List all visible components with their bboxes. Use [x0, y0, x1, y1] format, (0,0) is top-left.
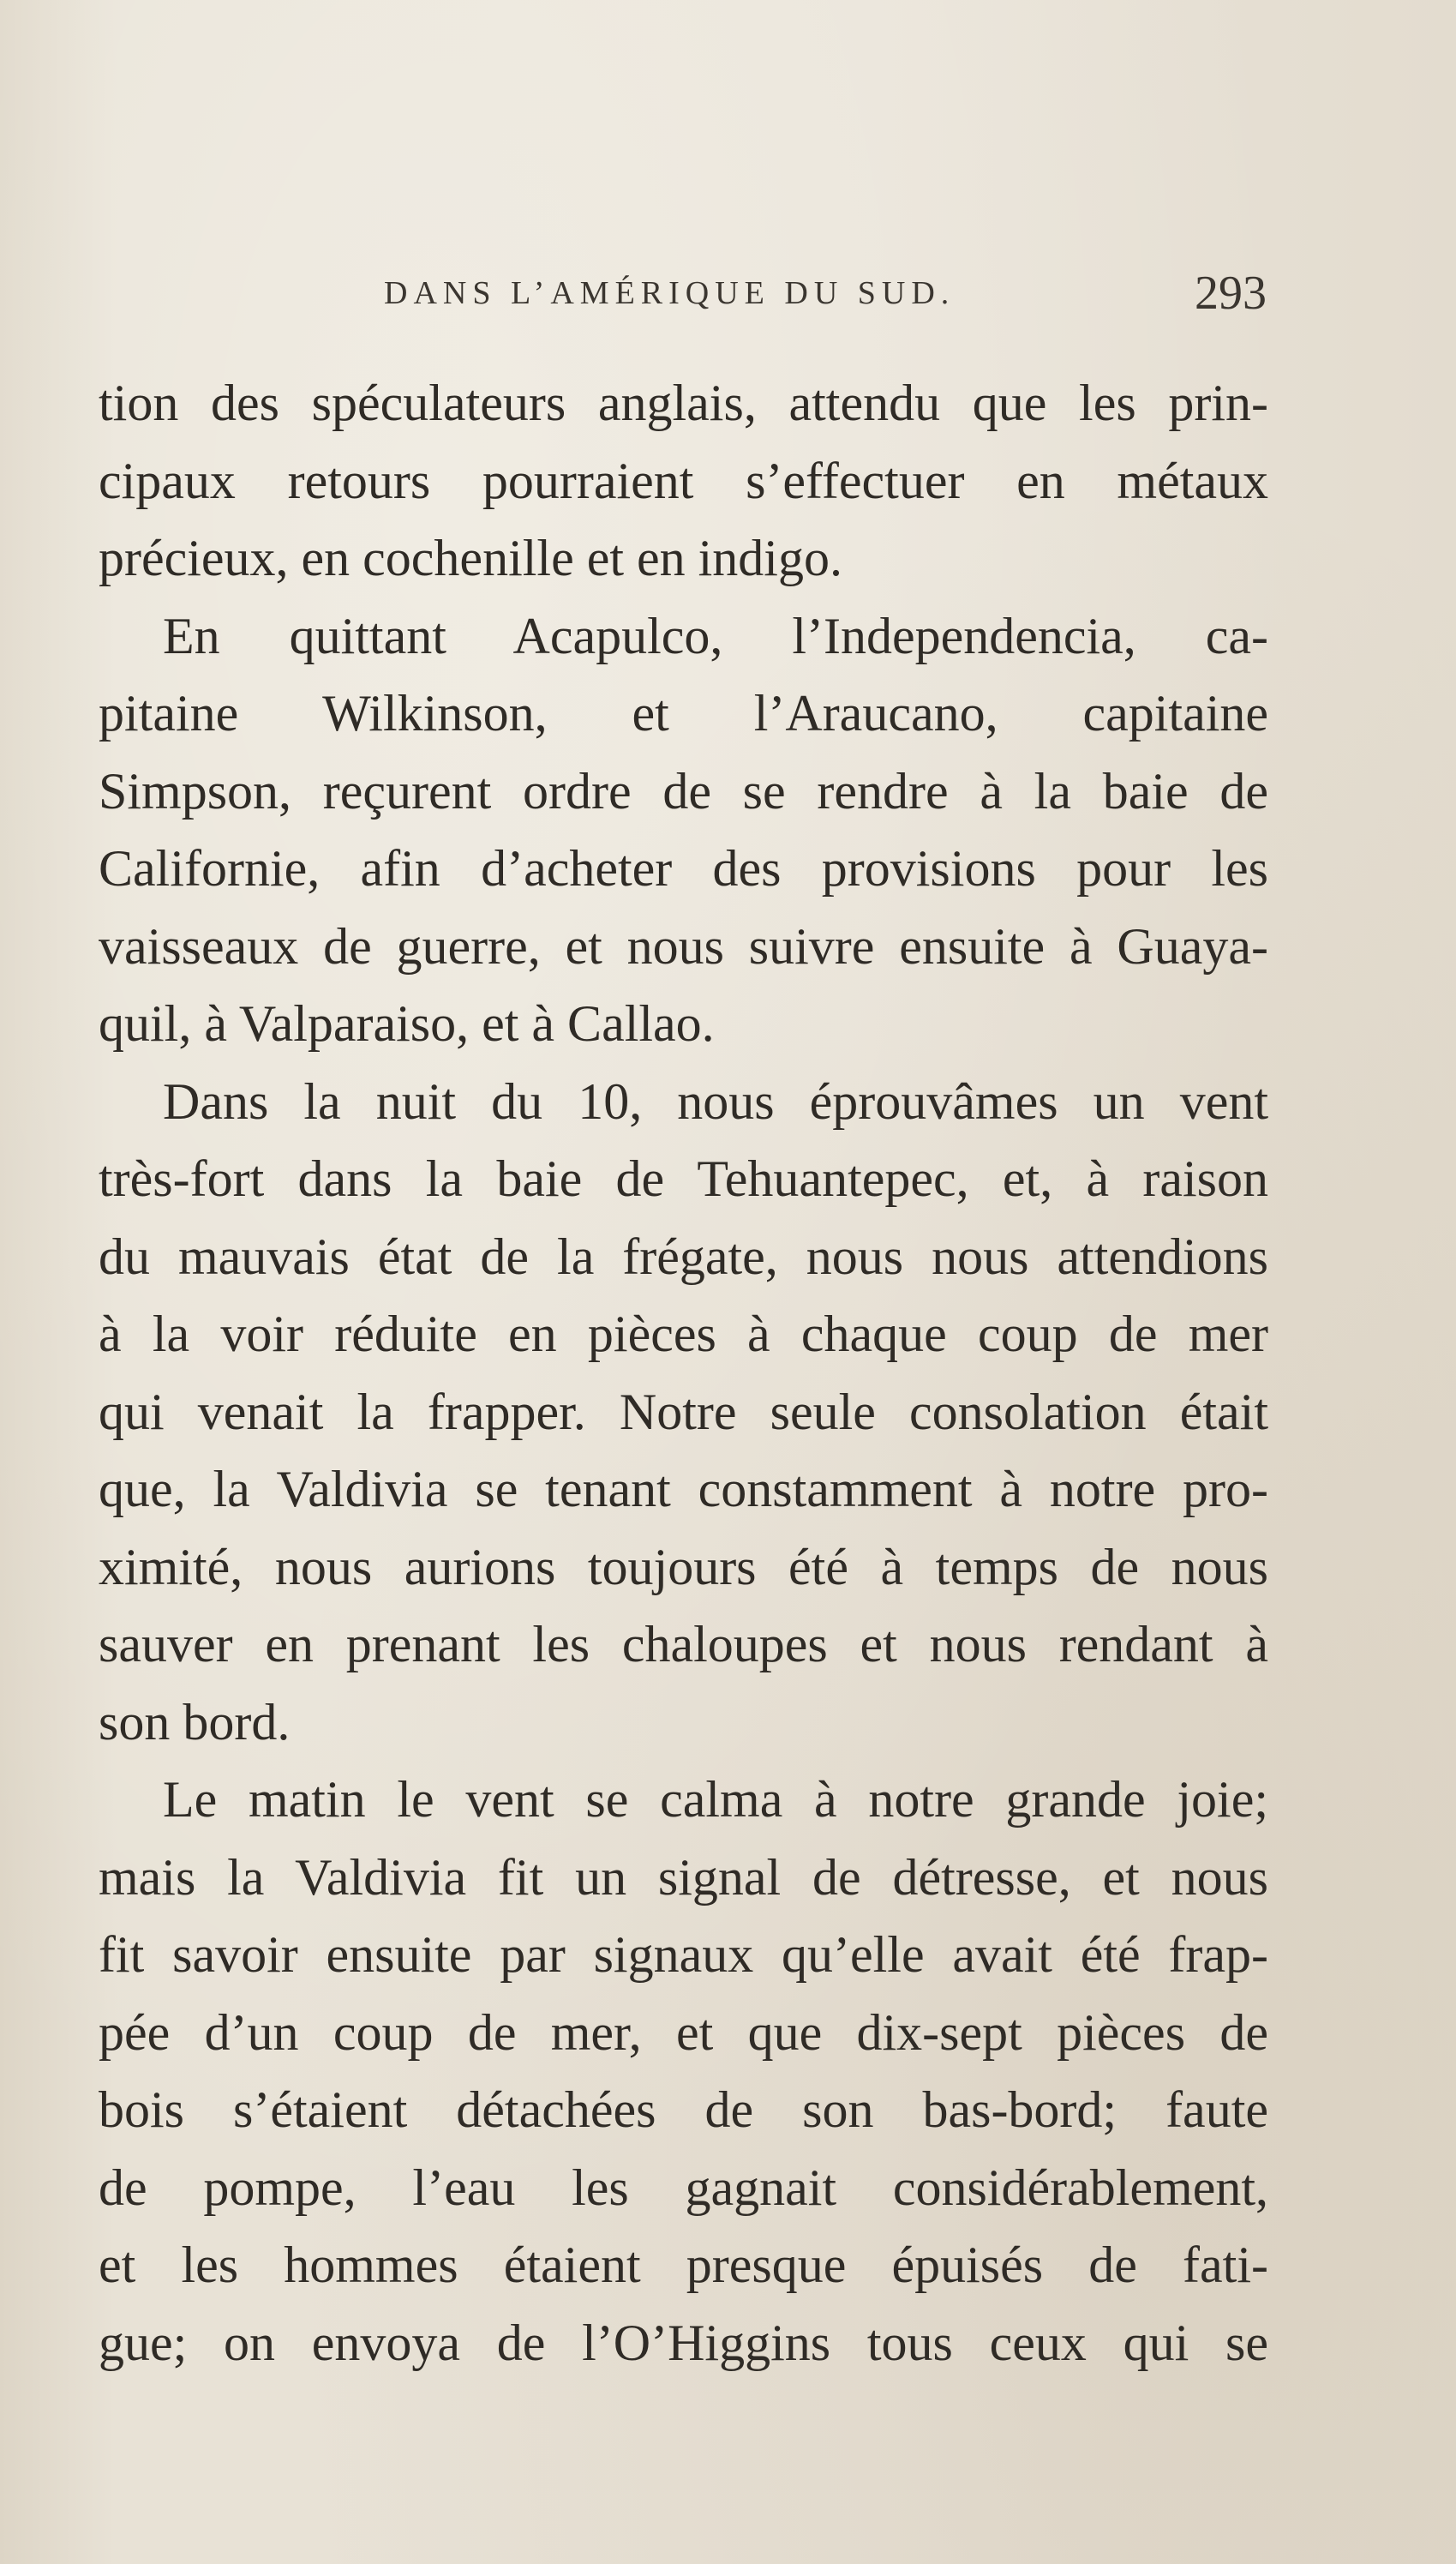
text-line: pitaine Wilkinson, et l’Araucano, capitaine	[99, 685, 1268, 742]
body-text	[99, 364, 1268, 2381]
page-header	[384, 266, 1267, 320]
text-line: pée d’un coup de mer, et que dix-sept pièces de	[99, 2003, 1268, 2061]
text-line: Californie, afin d’acheter des provisions pour les	[99, 840, 1268, 897]
text-line: cipaux retours pourraient s’effectuer en métaux	[99, 452, 1268, 509]
text-line: de pompe, l’eau les gagnait considérablement,	[99, 2159, 1268, 2216]
running-head: DANS L’AMÉRIQUE DU SUD.	[384, 275, 956, 311]
paragraph-start-line: En quittant Acapulco, l’Independencia, ca-	[163, 607, 1268, 664]
page-number: 293	[1195, 267, 1267, 320]
text-line: son bord.	[99, 1693, 291, 1750]
paragraph-start-line: Le matin le vent se calma à notre grande joie;	[163, 1771, 1268, 1828]
text-line: sauver en prenant les chaloupes et nous rendant à	[99, 1616, 1268, 1672]
text-line: fit savoir ensuite par signaux qu’elle avait été frap-	[99, 1926, 1268, 1983]
text-line: du mauvais état de la frégate, nous nous attendions	[99, 1228, 1268, 1285]
text-line: que, la Valdivia se tenant constamment à notre pro-	[99, 1461, 1268, 1517]
paragraph-start-line: Dans la nuit du 10, nous éprouvâmes un vent	[163, 1072, 1268, 1130]
text-line: gue; on envoya de l’O’Higgins tous ceux qui se	[99, 2314, 1268, 2371]
text-line: qui venait la frapper. Notre seule consolation était	[99, 1383, 1268, 1440]
text-line: bois s’étaient détachées de son bas-bord; faute	[99, 2081, 1268, 2138]
text-line: vaisseaux de guerre, et nous suivre ensuite à Guaya-	[99, 917, 1268, 975]
text-line: mais la Valdivia fit un signal de détresse, et nous	[99, 1848, 1268, 1906]
text-line: quil, à Valparaiso, et à Callao.	[99, 995, 715, 1052]
text-line: ximité, nous aurions toujours été à temps de nous	[99, 1538, 1268, 1595]
text-line: très-fort dans la baie de Tehuantepec, et, à raison	[99, 1150, 1268, 1207]
text-line: Simpson, reçurent ordre de se rendre à la baie de	[99, 762, 1268, 820]
text-line: tion des spéculateurs anglais, attendu que les prin-	[99, 375, 1268, 431]
text-line: précieux, en cochenille et en indigo.	[99, 530, 842, 586]
text-line: à la voir réduite en pièces à chaque coup de mer	[99, 1306, 1268, 1362]
text-line: et les hommes étaient presque épuisés de fati-	[99, 2237, 1268, 2293]
